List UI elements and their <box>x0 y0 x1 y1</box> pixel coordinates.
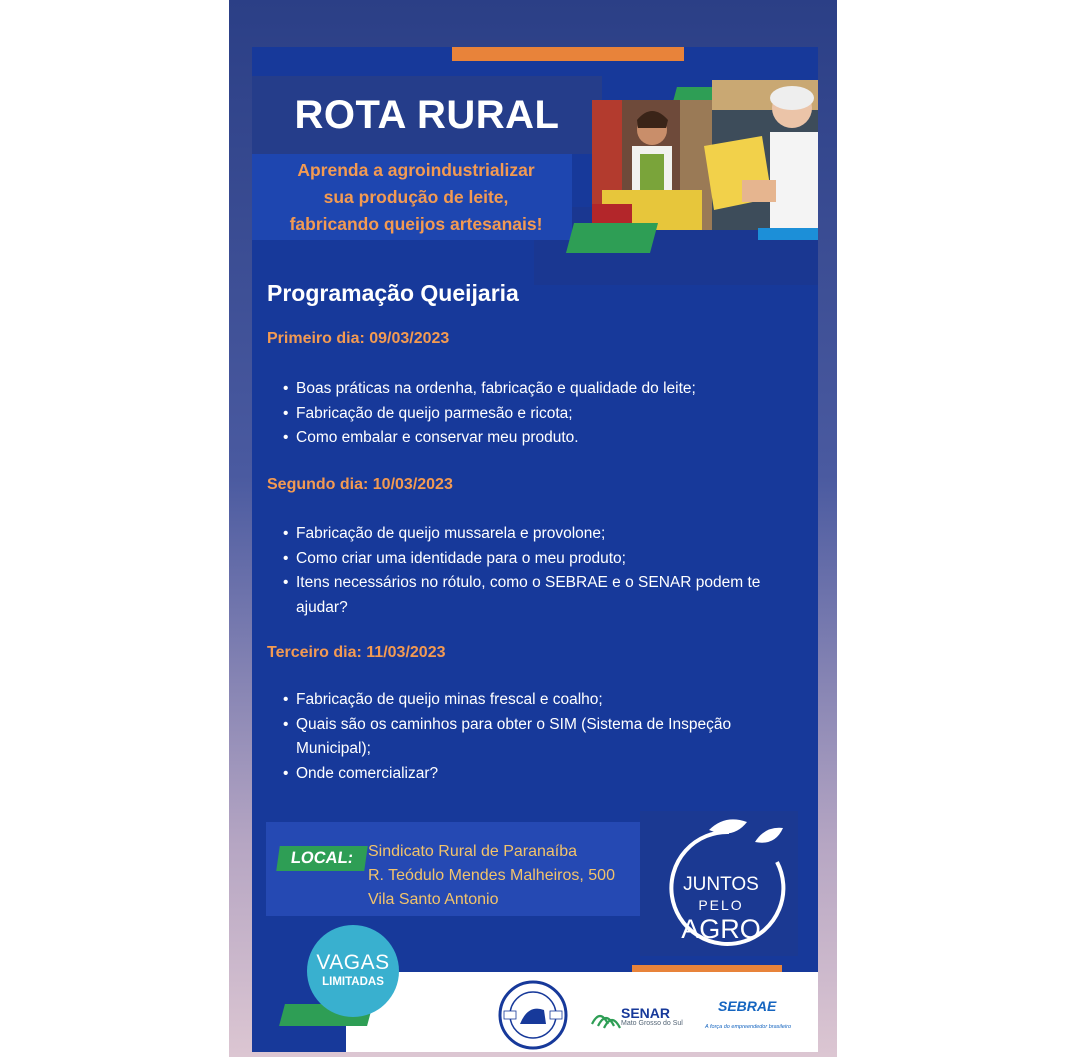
list-item: • Fabricação de queijo mussarela e provolone; <box>280 522 800 547</box>
day-item-list <box>280 688 800 786</box>
list-item: • Fabricação de queijo minas frescal e coalho; <box>280 688 800 713</box>
orange-accent-bar <box>452 47 684 61</box>
address-line: Sindicato Rural de Paranaíba <box>368 843 578 860</box>
badge-line-1: VAGAS <box>316 951 390 974</box>
subtitle-line: Aprenda a agroindustrializar <box>297 160 535 180</box>
flyer-title: ROTA RURAL <box>294 92 560 137</box>
day-title: Segundo dia: 10/03/2023 <box>267 476 453 493</box>
list-item: • Boas práticas na ordenha, fabricação e qualidade do leite; <box>280 377 800 402</box>
location-label: LOCAL: <box>276 846 368 871</box>
svg-text:JUNTOS: JUNTOS <box>683 874 759 895</box>
day-item-list <box>280 377 800 451</box>
day-title: Terceiro dia: 11/03/2023 <box>267 644 446 661</box>
address-line: R. Teódulo Mendes Malheiros, 500 <box>368 867 615 884</box>
subtitle-line: sua produção de leite, <box>323 187 509 207</box>
senar-wordmark: SENAR <box>621 1005 671 1021</box>
flyer-subtitle <box>252 157 580 238</box>
sebrae-wordmark: SEBRAE <box>718 998 777 1014</box>
list-item: • Quais são os caminhos para obter o SIM (Sistema de Inspeção Municipal); <box>280 713 800 762</box>
list-item: • Como embalar e conservar meu produto. <box>280 426 800 451</box>
green-accent <box>566 223 658 253</box>
svg-text:AGRO: AGRO <box>681 914 761 944</box>
juntos-pelo-agro-logo <box>647 812 797 952</box>
sindicato-rural-seal <box>498 980 568 1050</box>
blue-accent <box>758 228 818 240</box>
header-photo-collage <box>592 80 818 230</box>
list-item: • Itens necessários no rótulo, como o SEBRAE e o SENAR podem te ajudar? <box>280 571 800 620</box>
address-line: Vila Santo Antonio <box>368 891 499 908</box>
day-item-list <box>280 522 800 620</box>
title-banner <box>252 76 602 154</box>
list-item: • Fabricação de queijo parmesão e ricota; <box>280 402 800 427</box>
svg-text:PELO: PELO <box>698 897 744 913</box>
subtitle-line: fabricando queijos artesanais! <box>289 214 543 234</box>
sebrae-tagline: A força do empreendedor brasileiro <box>705 1024 792 1030</box>
badge-line-2: LIMITADAS <box>322 976 384 988</box>
list-item: • Onde comercializar? <box>280 762 800 787</box>
location-address <box>368 840 648 912</box>
senar-tagline: Mato Grosso do Sul <box>621 1020 683 1027</box>
flyer <box>252 47 818 1052</box>
list-item: • Como criar uma identidade para o meu produto; <box>280 547 800 572</box>
day-title: Primeiro dia: 09/03/2023 <box>267 330 450 347</box>
limited-spots-badge <box>307 925 399 1017</box>
program-title: Programação Queijaria <box>267 280 519 306</box>
